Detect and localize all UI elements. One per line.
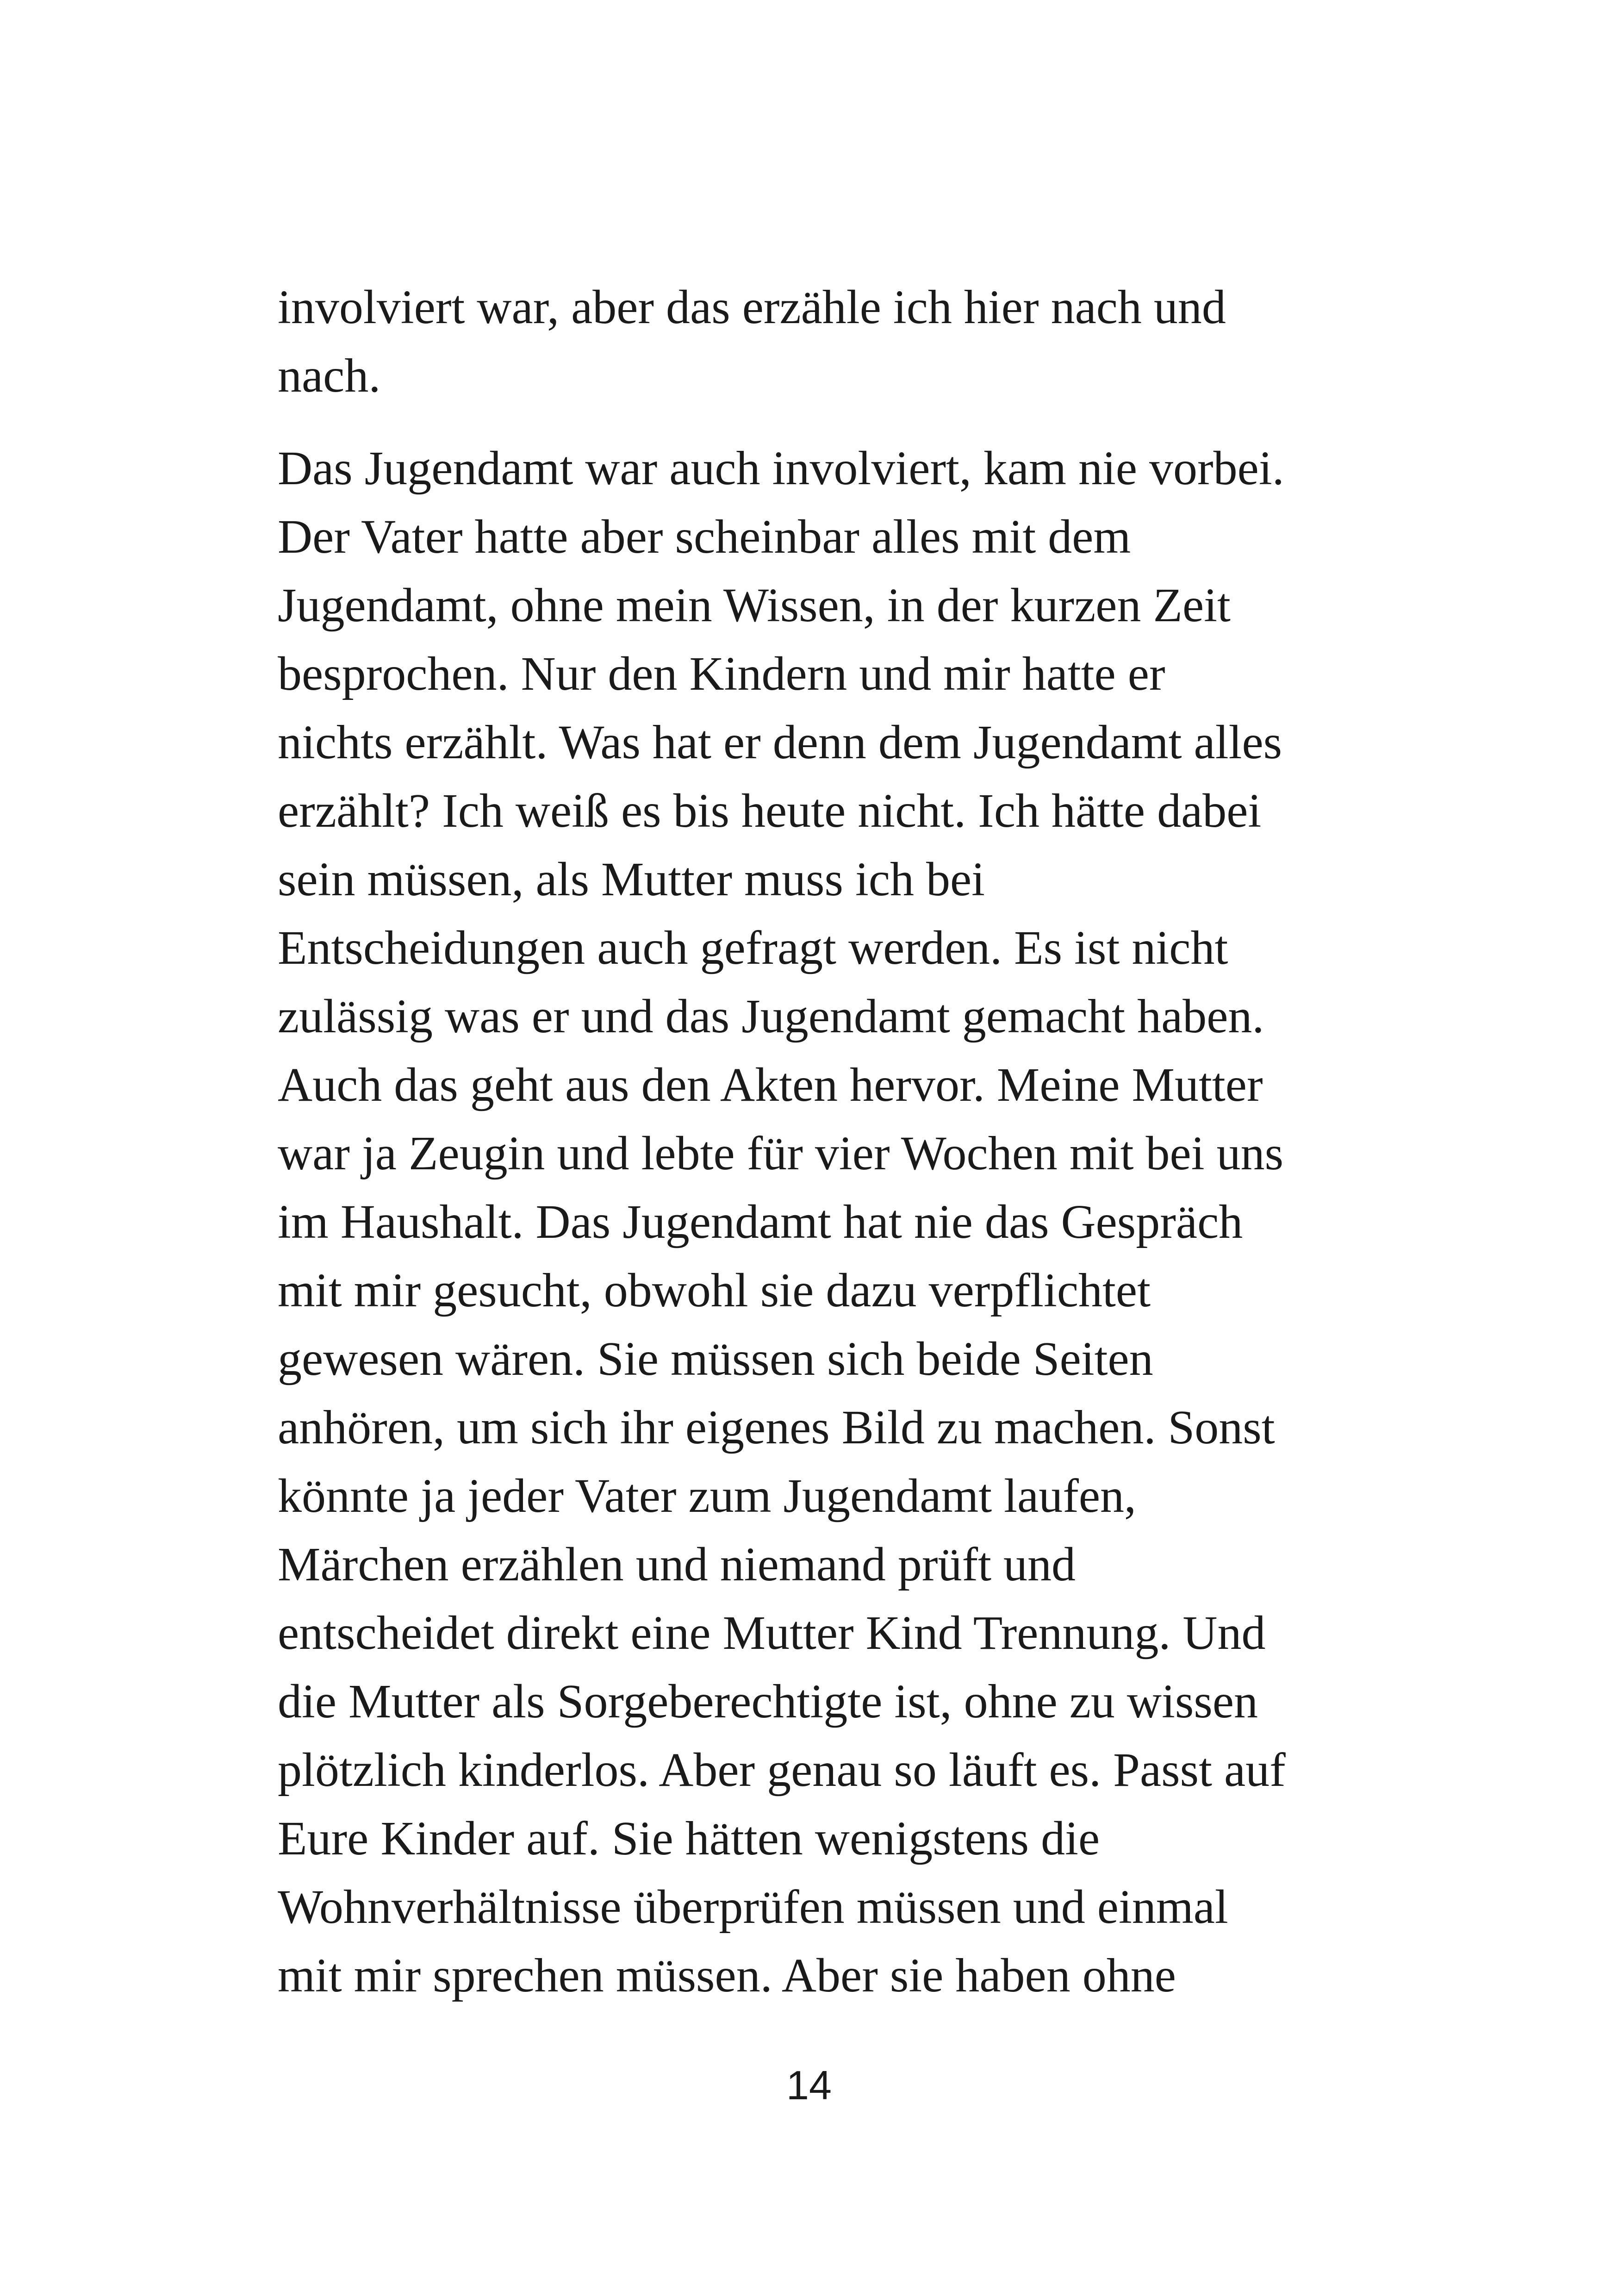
text-line: involviert war, aber das erzähle ich hier nach und <box>278 281 1226 334</box>
text-line: Der Vater hatte aber scheinbar alles mit dem <box>278 510 1131 563</box>
text-line: Eure Kinder auf. Sie hätten wenigstens die <box>278 1812 1100 1865</box>
text-line: Das Jugendamt war auch involviert, kam nie vorbei. <box>278 442 1284 495</box>
text-line: die Mutter als Sorgeberechtigte ist, ohne zu wissen <box>278 1675 1258 1728</box>
text-line: nach. <box>278 349 381 402</box>
text-line: besprochen. Nur den Kindern und mir hatte er <box>278 647 1165 700</box>
text-line: plötzlich kinderlos. Aber genau so läuft es. Passt auf <box>278 1743 1286 1797</box>
text-line: Jugendamt, ohne mein Wissen, in der kurzen Zeit <box>278 579 1231 632</box>
text-line: entscheidet direkt eine Mutter Kind Trennung. Und <box>278 1606 1266 1660</box>
text-line: im Haushalt. Das Jugendamt hat nie das Gespräch <box>278 1195 1243 1248</box>
paragraph <box>278 273 1388 410</box>
text-line: Entscheidungen auch gefragt werden. Es ist nicht <box>278 921 1228 974</box>
text-line: nichts erzählt. Was hat er denn dem Jugendamt alles <box>278 716 1282 769</box>
text-line: gewesen wären. Sie müssen sich beide Seiten <box>278 1332 1153 1385</box>
body-text <box>278 273 1388 2010</box>
page-number: 14 <box>786 2062 832 2108</box>
paragraph <box>278 434 1388 2010</box>
text-line: mit mir sprechen müssen. Aber sie haben ohne <box>278 1949 1176 2002</box>
text-line: könnte ja jeder Vater zum Jugendamt laufen, <box>278 1469 1136 1522</box>
text-line: sein müssen, als Mutter muss ich bei <box>278 853 985 906</box>
text-line: anhören, um sich ihr eigenes Bild zu machen. Sonst <box>278 1401 1275 1454</box>
text-line: Märchen erzählen und niemand prüft und <box>278 1538 1076 1591</box>
text-line: Wohnverhältnisse überprüfen müssen und einmal <box>278 1880 1228 1934</box>
text-line: zulässig was er und das Jugendamt gemacht haben. <box>278 990 1264 1043</box>
text-line: war ja Zeugin und lebte für vier Wochen mit bei uns <box>278 1127 1284 1180</box>
text-line: Auch das geht aus den Akten hervor. Meine Mutter <box>278 1058 1263 1111</box>
paragraph-spacing <box>278 410 1388 434</box>
text-line: erzählt? Ich weiß es bis heute nicht. Ich hätte dabei <box>278 784 1262 837</box>
text-line: mit mir gesucht, obwohl sie dazu verpflichtet <box>278 1264 1151 1317</box>
